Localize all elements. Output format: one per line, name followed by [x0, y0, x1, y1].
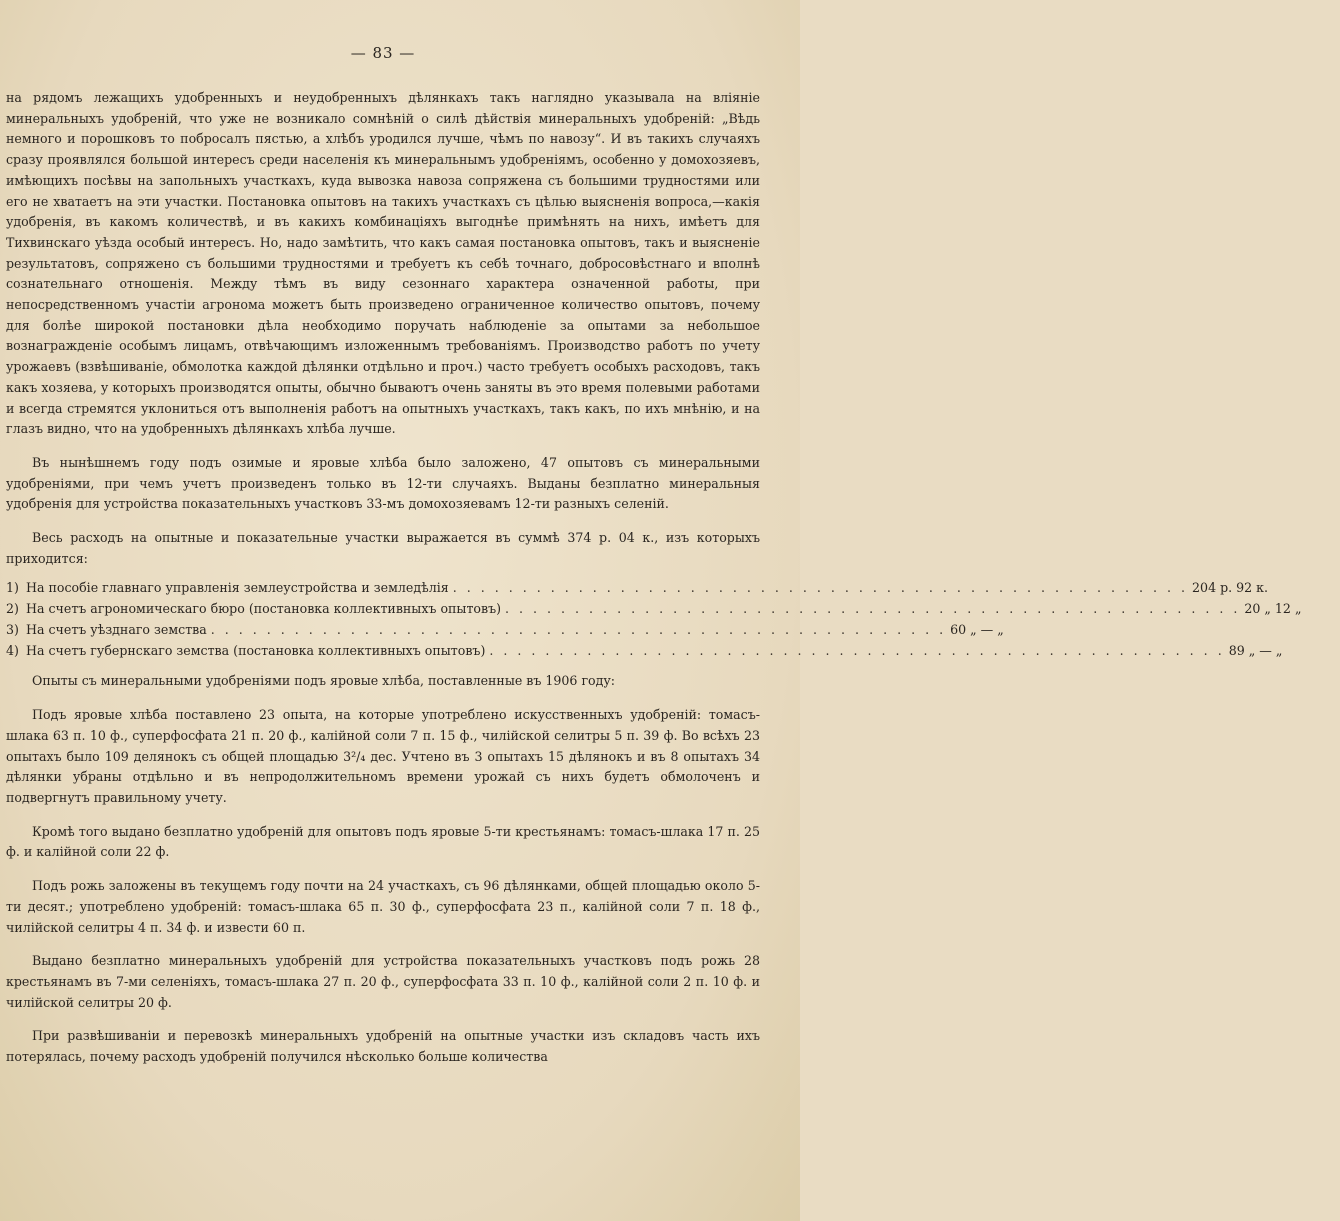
expense-number: 1)	[6, 580, 19, 596]
expense-item	[6, 640, 1283, 661]
expense-label: На пособіе главнаго управленія землеустройства и земледѣлія	[26, 580, 449, 596]
paragraph-8: Выдано безплатно минеральныхъ удобреній для устройства показательныхъ участковъ подъ рожь 28 крестьянамъ въ 7-ми селеніяхъ, томасъ-шлака 27 п. 20 ф., суперфосфата 33 п. 10 ф., калійной соли 2 п. 10 ф. и чилійской селитры 20 ф.	[6, 953, 760, 1010]
paragraph-6: Кромѣ того выдано безплатно удобреній для опытовъ подъ яровые 5-ти крестьянамъ: томасъ-шлака 17 п. 25 ф. и калійной соли 22 ф.	[6, 823, 760, 860]
paragraph-2: Въ нынѣшнемъ году подъ озимые и яровые хлѣба было заложено, 47 опытовъ съ минеральными удобреніями, при чемъ учетъ произведенъ только въ 12-ти случаяхъ. Выданы безплатно минеральныя удобренія для устройства показательныхъ участковъ 33-мъ домохозяевамъ 12-ти разныхъ селеній.	[6, 454, 760, 512]
expense-item	[6, 577, 1269, 598]
expense-number: 3)	[6, 622, 19, 638]
expense-label: На счетъ губернскаго земства (постановка коллективныхъ опытовъ)	[26, 643, 486, 659]
expense-item	[6, 619, 1004, 640]
expense-label: На счетъ уѣзднаго земства	[26, 622, 207, 638]
page-number: — 83 —	[350, 44, 416, 62]
paragraph-1: на рядомъ лежащихъ удобренныхъ и неудобренныхъ дѣлянкахъ такъ наглядно указывала на вліяніе минеральныхъ удобреній, что уже не возникало сомнѣній о силѣ дѣйствія минеральныхъ удобреній: „Вѣдь немного и порошковъ то побросалъ пястью, а хлѣбъ уродился лучше, чѣмъ по навозу“. И въ такихъ случаяхъ сразу проявлялся большой интересъ среди населенія къ минеральнымъ удобреніямъ, особенно у домохозяевъ, имѣющихъ посѣвы на запольныхъ участкахъ, куда вывозка навоза сопряжена съ большими трудностями или его не хватаетъ на эти участки. Постановка опытовъ на такихъ участкахъ съ цѣлью выясненія вопроса,—какія удобренія, въ какомъ количествѣ, и въ какихъ комбинаціяхъ выгоднѣе примѣнять на нихъ, имѣетъ для Тихвинскаго уѣзда особый интересъ. Но, надо замѣтить, что какъ самая постановка опытовъ, такъ и выясненіе результатовъ, сопряжено съ большими трудностями и требуетъ къ себѣ точнаго, добросовѣстнаго и вполнѣ сознательнаго отношенія. Между тѣмъ въ виду сезоннаго характера означенной работы, при непосредственномъ участіи агронома можетъ быть произведено ограниченное количество опытовъ, почему для болѣе широкой постановки дѣла необходимо поручать наблюденіе за опытами за небольшое вознагражденіе особымъ лицамъ, отвѣчающимъ изложеннымъ требованіямъ. Производство работъ по учету урожаевъ (взвѣшиваніе, обмолотка каждой дѣлянки отдѣльно и проч.) часто требуетъ особыхъ расходовъ, такъ какъ хозяева, у которыхъ производятся опыты, обычно бываютъ очень заняты въ это время полевыми работами и всегда стремятся уклониться отъ выполненія работъ на опытныхъ участкахъ, такъ какъ, по ихъ мнѣнію, и на глазъ видно, что на удобренныхъ дѣлянкахъ хлѣба лучше.	[6, 90, 760, 437]
expense-amount: 89 „ — „	[1228, 643, 1283, 659]
paragraph-7: Подъ рожь заложены въ текущемъ году почти на 24 участкахъ, съ 96 дѣлянками, общей площадью около 5-ти десят.; употреблено удобреній: томасъ-шлака 65 п. 30 ф., суперфосфата 23 п., калійной соли 7 п. 18 ф., чилійской селитры 4 п. 34 ф. и извести 60 п.	[6, 878, 760, 935]
expense-amount: 20 „ 12 „	[1244, 601, 1302, 617]
expense-number: 4)	[6, 643, 19, 659]
expense-number: 2)	[6, 601, 19, 617]
expense-amount: 60 „ — „	[950, 622, 1004, 638]
paragraph-4: Опыты съ минеральными удобреніями подъ яровые хлѣба, поставленные въ 1906 году:	[32, 673, 616, 689]
expense-list	[6, 577, 1302, 661]
leader-dots	[505, 598, 1240, 619]
expense-item	[6, 598, 1302, 619]
expense-amount: 204 р. 92 к.	[1192, 580, 1269, 596]
expense-label: На счетъ агрономическаго бюро (постановка коллективныхъ опытовъ)	[26, 601, 502, 617]
paragraph-9: При развѣшиваніи и перевозкѣ минеральныхъ удобреній на опытные участки изъ складовъ часть ихъ потерялась, почему расходъ удобреній получился нѣсколько больше количества	[6, 1028, 760, 1065]
paragraph-3: Весь расходъ на опытные и показательные участки выражается въ суммѣ 374 р. 04 к., изъ которыхъ приходится:	[6, 530, 760, 566]
leader-dots	[211, 619, 946, 640]
paragraph-5: Подъ яровые хлѣба поставлено 23 опыта, на которые употреблено искусственныхъ удобреній: томасъ-шлака 63 п. 10 ф., суперфосфата 21 п. 20 ф., калійной соли 7 п. 15 ф., чилійской селитры 5 п. 39 ф. Во всѣхъ 23 опытахъ было 109 делянокъ съ общей площадью 3²/₄ дес. Учтено въ 3 опытахъ 15 дѣлянокъ и въ 8 опытахъ 34 дѣлянки убраны отдѣльно и въ непродолжительномъ времени урожай съ нихъ будетъ обмолоченъ и подвергнутъ правильному учету.	[6, 707, 760, 805]
leader-dots	[489, 640, 1224, 661]
leader-dots	[453, 577, 1188, 598]
